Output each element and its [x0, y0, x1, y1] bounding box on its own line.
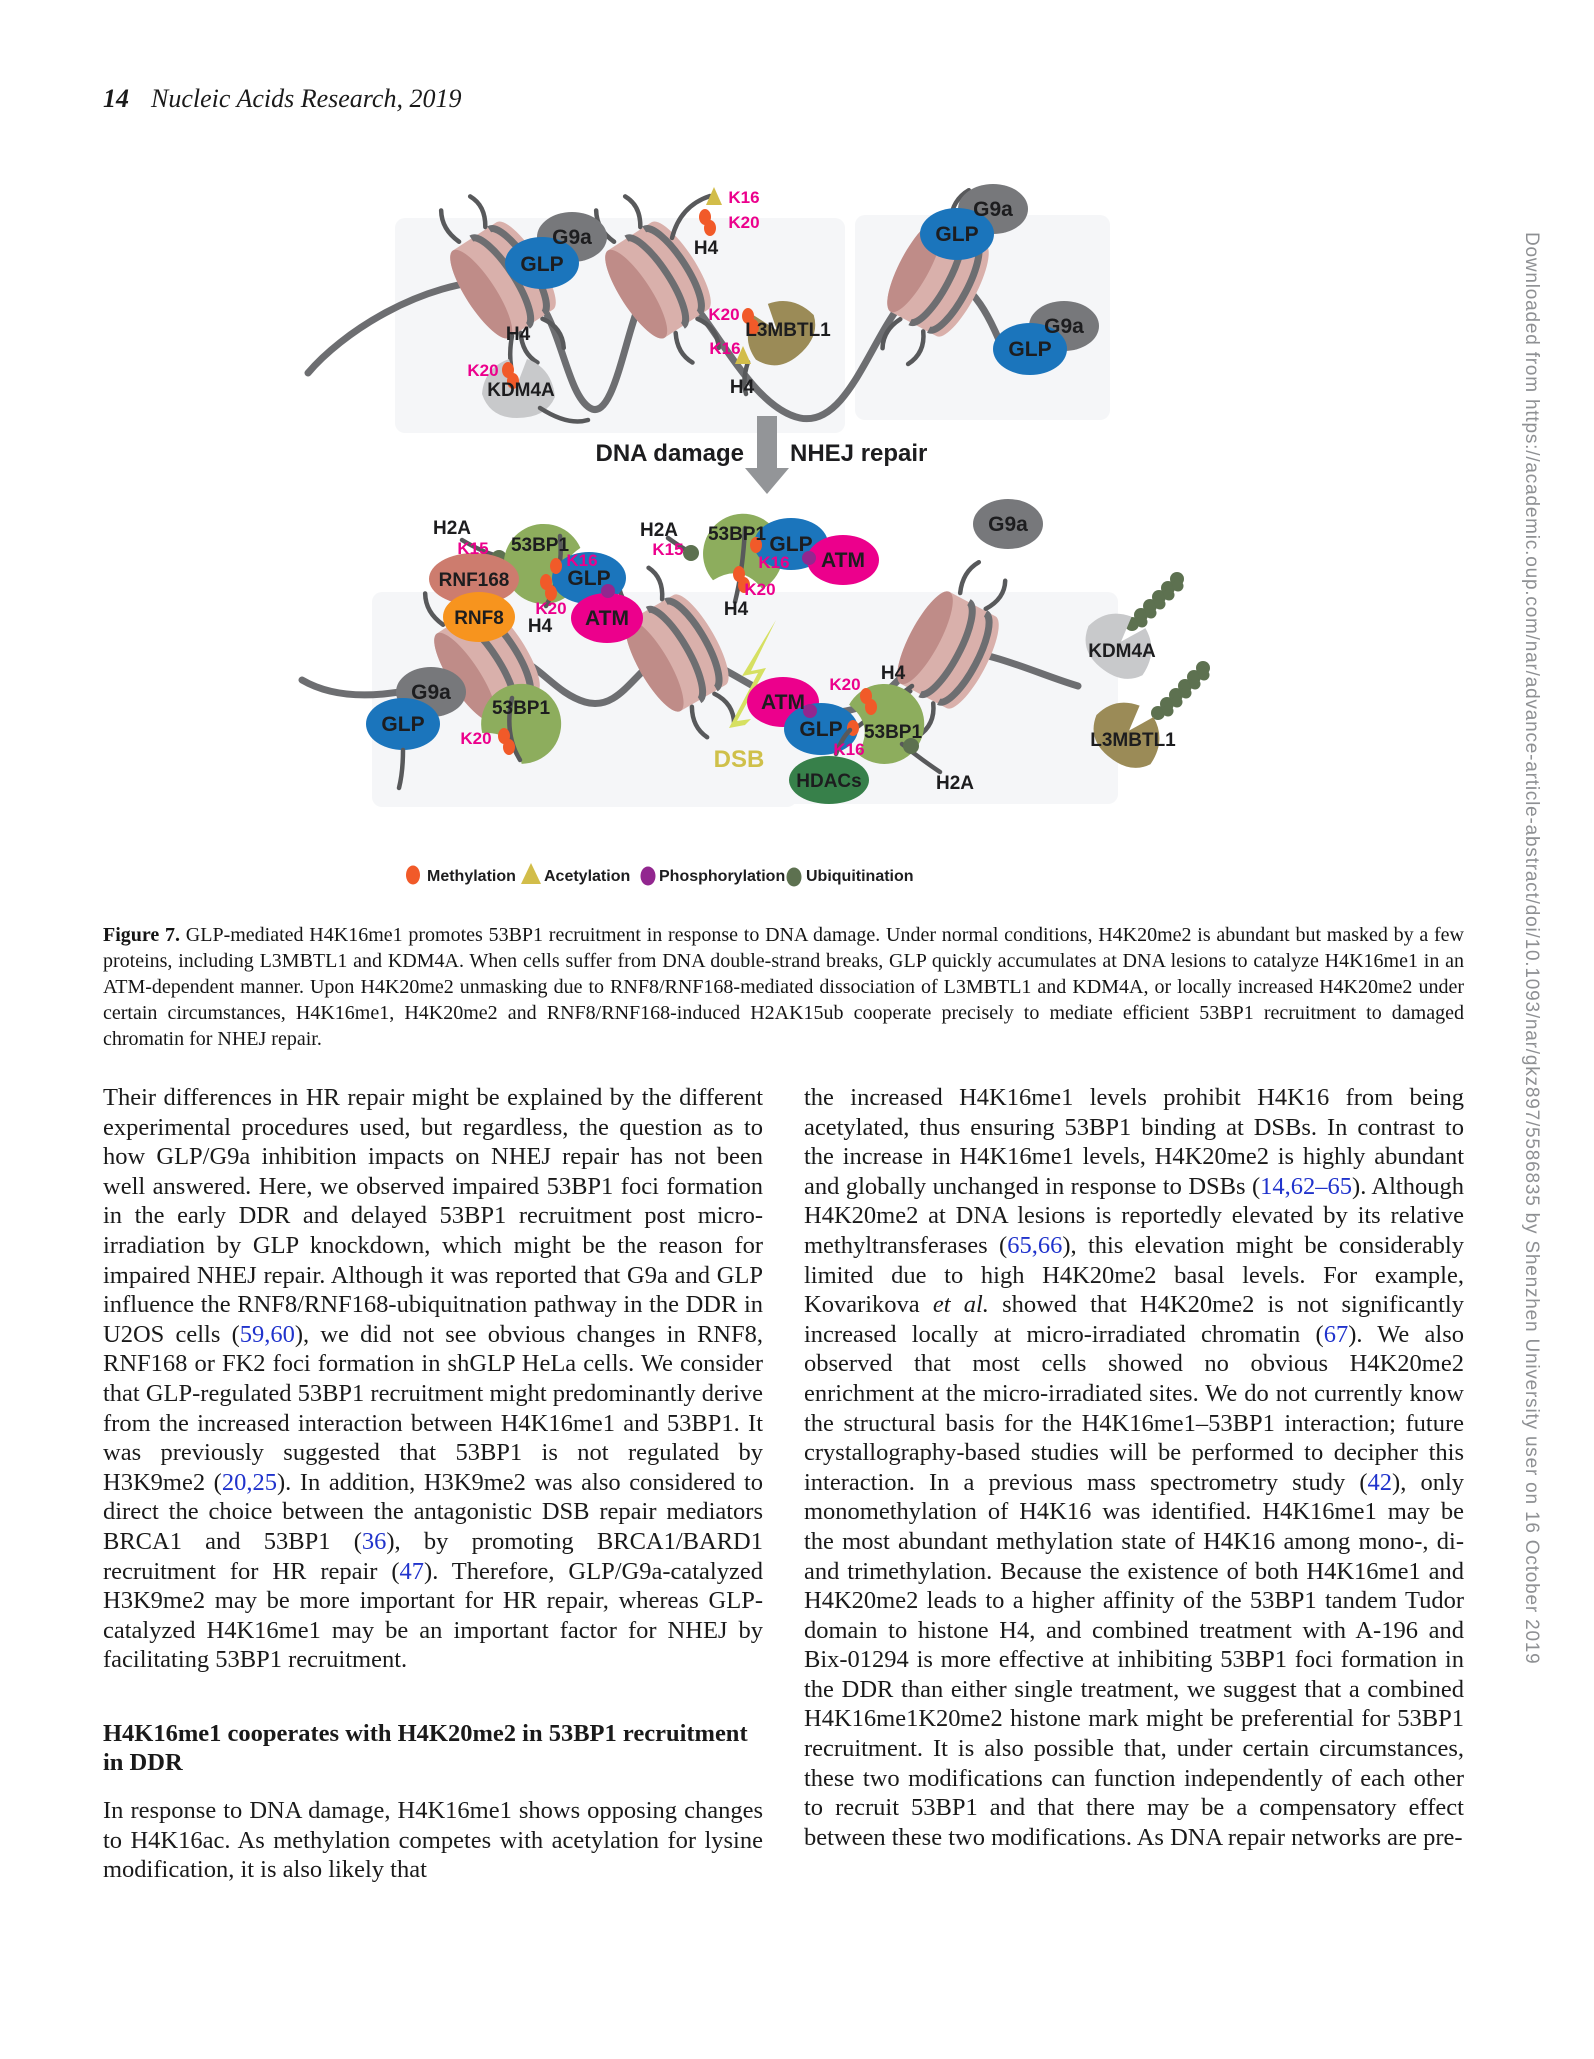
- body-paragraph: [103, 1083, 763, 1675]
- l3mbtl1-label: L3MBTL1: [745, 320, 831, 341]
- journal-title: Nucleic Acids Research, 2019: [151, 84, 462, 113]
- h4-label: H4: [527, 616, 553, 637]
- figure-legend: [406, 863, 914, 887]
- atm-label: ATM: [821, 549, 865, 572]
- h4-label: H4: [693, 238, 719, 259]
- k15-label: K15: [457, 539, 489, 558]
- text-segment: ), this elevation might be considerably limited due to high H4K20me2 basal levels. For example, Kovarikova: [804, 1231, 1464, 1319]
- k20-label: K20: [708, 305, 740, 324]
- figure-caption-label: Figure 7.: [103, 924, 181, 946]
- body-paragraph: [804, 1083, 1464, 1852]
- ubiquitination-dot-icon: [787, 868, 802, 887]
- ubiquitination-mark-icon: [683, 545, 699, 561]
- ubiquitin-chain-icon: [1125, 572, 1184, 631]
- text-segment: ), by promoting BRCA1/BARD1 recruitment for HR repair (: [103, 1527, 763, 1585]
- citation-ref[interactable]: 67: [1323, 1320, 1349, 1348]
- citation-ref[interactable]: 47: [399, 1557, 425, 1585]
- k16-label: K16: [709, 339, 741, 358]
- methylation-mark-icon: [550, 558, 562, 574]
- h2a-label: H2A: [432, 518, 472, 539]
- rnf8-label: RNF8: [454, 608, 504, 629]
- download-watermark: Downloaded from https://academic.oup.com/nar/advance-article-abstract/doi/10.1093/nar/gkz897/5586835 by Shenzhen University user on 16 October 2019: [1521, 232, 1542, 1665]
- phosphorylation-mark-icon: [803, 704, 817, 718]
- legend-phosphorylation-label: Phosphorylation: [659, 868, 786, 885]
- text-segment: showed that H4K20me2 is not significantly increased locally at micro-irradiated chromatin (: [804, 1291, 1464, 1348]
- k16-label: K16: [566, 551, 598, 570]
- phosphorylation-dot-icon: [641, 867, 656, 886]
- ubiquitin-chain-icon: [1151, 661, 1210, 720]
- figure-caption-text: GLP-mediated H4K16me1 promotes 53BP1 recruitment in response to DNA damage. Under normal conditions, H4K20me2 is abundant but masked by a few proteins, including L3MBTL1 and KDM4A. When cells suffer from DNA double-strand breaks, GLP quickly accumulates at DNA lesions to catalyze H4K16me1 in an ATM-dependent manner. Upon H4K20me2 unmasking due to RNF8/RNF168-mediated dissociation of L3MBTL1 and KDM4A, or locally increased H4K20me2 under certain circumstances, H4K16me1, H4K20me2 and RNF8/RNF168-induced H2AK15ub cooperate precisely to mediate efficient 53BP1 recruitment to damaged chromatin for NHEJ repair.: [103, 924, 1464, 1050]
- text-segment: ). We also observed that most cells showed no obvious H4K20me2 enrichment at the micro-irradiated sites. We do not currently know the structural basis for the H4K16me1–53BP1 interaction; future crystallography-based studies will be performed to decipher this interaction. In a previous mass spectrometry study (: [804, 1320, 1464, 1496]
- left-column: [103, 1083, 763, 1885]
- glp-label: GLP: [381, 713, 425, 736]
- methylation-dot-icon: [406, 866, 420, 885]
- legend-methylation-label: Methylation: [427, 868, 516, 885]
- right-column: [804, 1083, 1464, 1852]
- g9a-label: G9a: [1044, 315, 1084, 338]
- kdm4a-label: KDM4A: [1088, 641, 1156, 662]
- atm-label: ATM: [761, 691, 805, 714]
- glp-label: GLP: [799, 718, 843, 741]
- 53bp1-label: 53BP1: [707, 524, 767, 545]
- glp-label: GLP: [520, 253, 564, 276]
- figure-caption: [103, 922, 1464, 1052]
- rnf168-label: RNF168: [438, 570, 510, 591]
- acetylation-triangle-icon: [521, 863, 541, 884]
- section-heading: H4K16me1 cooperates with H4K20me2 in 53BP1 recruitment in DDR: [103, 1719, 748, 1777]
- methylation-mark-icon: [865, 699, 877, 715]
- 53bp1-label: 53BP1: [491, 698, 551, 719]
- text-segment: ). Therefore, GLP/G9a-catalyzed H3K9me2 may be more important for HR repair, whereas GLP-catalyzed H4K16me1 may be an important factor for NHEJ by facilitating 53BP1 recruitment.: [103, 1557, 763, 1674]
- citation-ref[interactable]: 20,25: [221, 1468, 277, 1496]
- glp-label: GLP: [567, 567, 611, 590]
- glp-label: GLP: [769, 533, 813, 556]
- h2a-label: H2A: [639, 520, 679, 541]
- text-segment: ). Although H4K20me2 at DNA lesions is reportedly elevated by its relative methyltransferases (: [804, 1172, 1464, 1259]
- h4-label: H4: [880, 663, 906, 684]
- citation-ref[interactable]: 14,62–65: [1260, 1172, 1353, 1200]
- g9a-label: G9a: [973, 198, 1013, 221]
- citation-ref[interactable]: 59,60: [239, 1320, 295, 1348]
- l3mbtl1-label: L3MBTL1: [1090, 730, 1176, 751]
- dsb-label: DSB: [713, 746, 765, 773]
- legend-ubiquitination-label: Ubiquitination: [806, 868, 914, 885]
- 53bp1-label: 53BP1: [510, 535, 570, 556]
- methylation-mark-icon: [704, 220, 716, 236]
- h4-label: H4: [505, 324, 531, 345]
- h4-label: H4: [729, 377, 755, 398]
- transition-arrow: [757, 416, 777, 468]
- dna-damage-label: DNA damage: [595, 440, 744, 467]
- k15-label: K15: [652, 540, 684, 559]
- hdacs-label: HDACs: [796, 771, 862, 792]
- body-paragraph: In response to DNA damage, H4K16me1 shows opposing changes to H4K16ac. As methylation competes with acetylation for lysine modification, it is also likely that: [103, 1797, 763, 1884]
- k16-label: K16: [728, 188, 760, 207]
- text-segment: ), only monomethylation of H4K16 was identified. H4K16me1 may be the most abundant methylation state of H4K16 among mono-, di- and trimethylation. Because the existence of both H4K16me1 and H4K20me2 leads to a higher affinity of the 53BP1 tandem Tudor domain to histone H4, and combined treatment with A-196 and Bix-01294 is more effective at inhibiting 53BP1 foci formation in the DDR than either single treatment, we suggest that a combined H4K16me1K20me2 histone mark might be preferential for 53BP1 recruitment. It is also possible that, under certain circumstances, these two modifications can function independently of each other to recruit 53BP1 and that there may be a compensatory effect between these two modifications. As DNA repair networks are pre-: [804, 1468, 1465, 1851]
- k20-label: K20: [744, 580, 776, 599]
- text-segment: the increased H4K16me1 levels prohibit H4K16 from being acetylated, thus ensuring 53BP1 binding at DSBs. In contrast to the increase in H4K16me1 levels, H4K20me2 is highly abundant and globally unchanged in response to DSBs (: [804, 1084, 1464, 1200]
- atm-label: ATM: [585, 607, 629, 630]
- h4-label: H4: [723, 599, 749, 620]
- figure-7-diagram: [0, 130, 1594, 910]
- k16-label: K16: [758, 553, 790, 572]
- legend-acetylation-label: Acetylation: [544, 868, 631, 885]
- k20-label: K20: [467, 361, 499, 380]
- glp-label: GLP: [935, 223, 979, 246]
- g9a-label: G9a: [552, 226, 592, 249]
- citation-ref[interactable]: 36: [361, 1527, 387, 1555]
- g9a-label: G9a: [988, 513, 1028, 536]
- running-header: [103, 84, 461, 114]
- text-segment: ). In addition, H3K9me2 was also considered to direct the choice between the antagonistic DSB repair mediators BRCA1 and 53BP1 (: [103, 1468, 763, 1555]
- g9a-label: G9a: [411, 681, 451, 704]
- text-segment: Their differences in HR repair might be explained by the different experimental procedures used, but regardless, the question as to how GLP/G9a inhibition impacts on NHEJ repair has not been well answered. Here, we observed impaired 53BP1 foci formation in the early DDR and delayed 53BP1 recruitment post micro-irradiation by GLP knockdown, which might be the reason for impaired NHEJ repair. Although it was reported that G9a and GLP influence the RNF8/RNF168-ubiquitnation pathway in the DDR in U2OS cells (: [103, 1084, 763, 1348]
- h2a-label: H2A: [935, 773, 975, 794]
- text-segment: et al.: [932, 1291, 989, 1319]
- k20-label: K20: [535, 599, 567, 618]
- k20-label: K20: [728, 213, 760, 232]
- page-number: 14: [103, 84, 129, 113]
- k20-label: K20: [829, 675, 861, 694]
- methylation-mark-icon: [503, 739, 515, 755]
- citation-ref[interactable]: 65,66: [1007, 1231, 1063, 1259]
- kdm4a-label: KDM4A: [487, 380, 555, 401]
- citation-ref[interactable]: 42: [1367, 1468, 1393, 1496]
- k16-label: K16: [833, 740, 865, 759]
- 53bp1-label: 53BP1: [863, 722, 923, 743]
- transition-arrow-head: [745, 468, 789, 494]
- glp-label: GLP: [1008, 338, 1052, 361]
- nhej-repair-label: NHEJ repair: [790, 440, 928, 467]
- k20-label: K20: [460, 729, 492, 748]
- text-segment: ), we did not see obvious changes in RNF8, RNF168 or FK2 foci formation in shGLP HeLa cells. We consider that GLP-regulated 53BP1 recruitment might predominantly derive from the increased interaction between H4K16me1 and 53BP1. It was previously suggested that 53BP1 is not regulated by H3K9me2 (: [103, 1320, 763, 1496]
